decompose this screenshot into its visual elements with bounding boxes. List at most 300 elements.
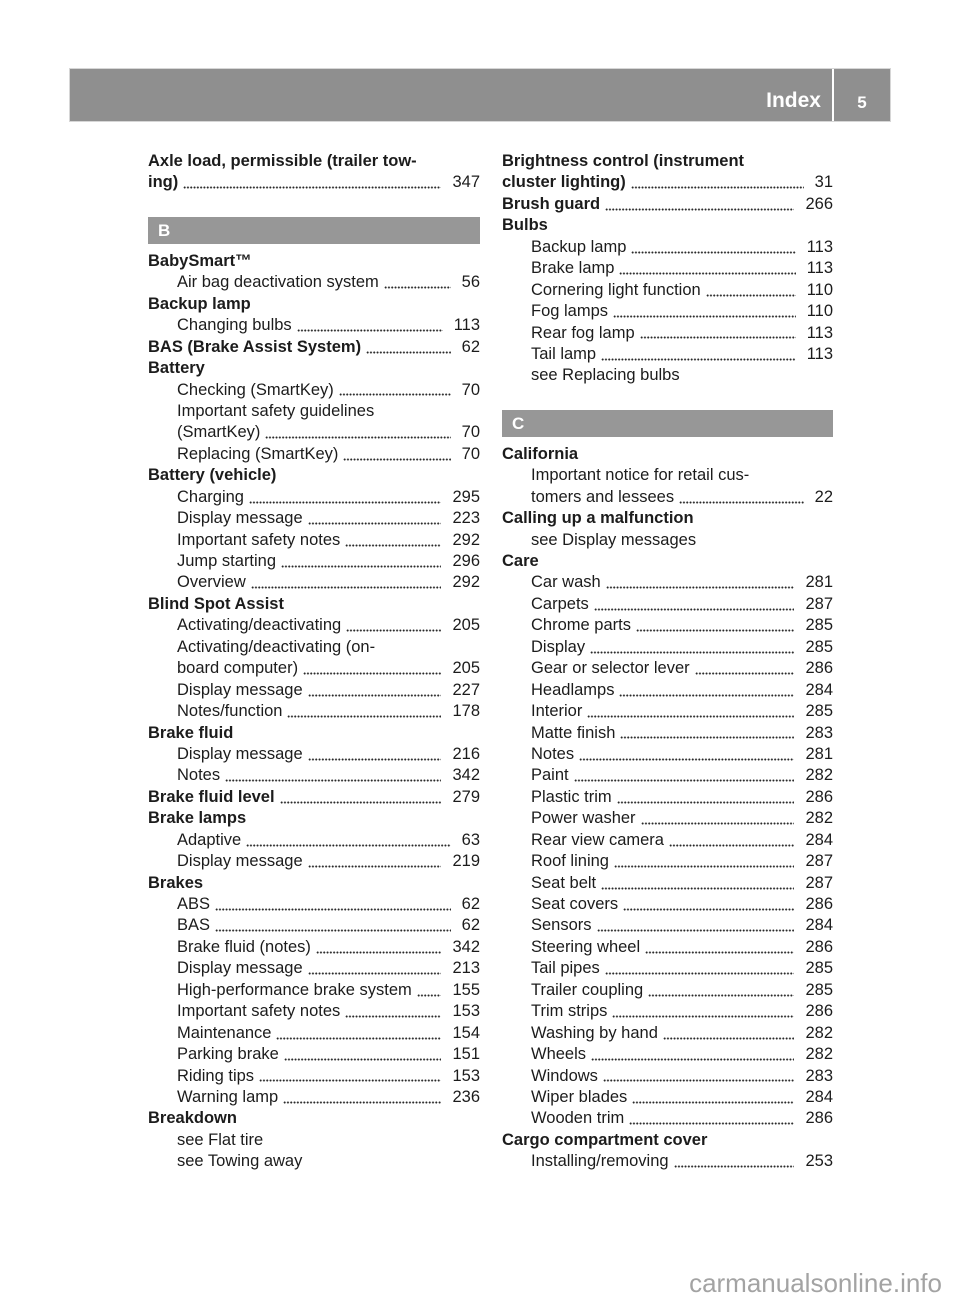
entry-line	[148, 380, 480, 401]
entry-text: Backup lamp	[531, 237, 627, 256]
page-number: 285	[805, 702, 833, 721]
page-header	[70, 69, 890, 121]
entry-line	[148, 272, 480, 293]
entry-text: Important safety guidelines	[177, 401, 375, 420]
entry-line	[502, 1001, 833, 1022]
index-subentry	[502, 1066, 833, 1087]
entry-text: Rear view camera	[531, 830, 664, 849]
index-entry	[502, 444, 833, 465]
entry-text: Display message	[177, 680, 303, 699]
index-subentry	[148, 851, 480, 872]
entry-text: see Flat tire	[177, 1130, 264, 1149]
entry-text: Brake fluid level	[148, 787, 275, 806]
entry-line	[148, 551, 480, 572]
entry-line	[502, 915, 833, 936]
page-number: 292	[452, 573, 480, 592]
entry-text: Cornering light function	[531, 280, 701, 299]
entry-line	[502, 958, 833, 979]
page-number: 62	[461, 895, 480, 913]
page-number: 283	[805, 1066, 833, 1085]
entry-text: Display message	[177, 852, 303, 871]
page-number: 285	[805, 616, 833, 635]
entry-text: Display message	[177, 959, 303, 978]
page-number: 287	[805, 873, 833, 892]
index-entry	[148, 1108, 480, 1129]
entry-text: Battery	[148, 359, 205, 378]
entry-line	[148, 315, 480, 336]
dot-leader	[613, 301, 796, 322]
page-number: 205	[452, 616, 480, 635]
page-number: 342	[452, 937, 480, 956]
index-entry	[148, 251, 480, 272]
entry-text: Fog lamps	[531, 302, 609, 321]
entry-text: Important notice for retail cus-	[531, 466, 750, 485]
entry-text: Care	[502, 552, 539, 570]
entry-line	[502, 280, 833, 301]
index-entry	[148, 808, 480, 829]
entry-text: Washing by hand	[531, 1023, 658, 1042]
dot-leader	[284, 1044, 442, 1065]
dot-leader	[183, 172, 441, 193]
entry-line	[502, 680, 833, 701]
page-number: 286	[805, 1002, 833, 1021]
index-entry	[502, 551, 833, 572]
entry-line	[502, 723, 833, 744]
entry-text: Plastic trim	[531, 787, 612, 806]
entry-text: High-performance brake system	[177, 980, 412, 999]
index-entry	[502, 508, 833, 529]
dot-leader	[215, 894, 451, 915]
dot-leader	[265, 422, 450, 443]
index-subentry	[148, 272, 480, 293]
entry-line	[502, 1151, 833, 1172]
entry-text: BabySmart™	[148, 251, 252, 270]
entry-text: ABS	[177, 895, 211, 913]
page-number: 284	[805, 1087, 833, 1106]
entry-text: Brake fluid	[148, 723, 234, 742]
entry-line	[148, 151, 480, 172]
page-number: 213	[452, 959, 480, 978]
page-number: 292	[452, 530, 480, 549]
entry-line	[502, 508, 833, 529]
entry-text: Tail lamp	[531, 344, 597, 363]
entry-text: Bulbs	[502, 216, 548, 235]
dot-leader	[345, 530, 441, 551]
page-number: 223	[452, 509, 480, 528]
entry-text: Trailer coupling	[531, 980, 644, 999]
page-number: 227	[452, 680, 480, 699]
entry-line	[502, 937, 833, 958]
page-number: 284	[805, 680, 833, 699]
entry-line	[502, 258, 833, 279]
index-subentry	[148, 1001, 480, 1022]
index-subentry	[502, 344, 833, 365]
dot-leader	[606, 572, 795, 593]
index-subentry	[502, 894, 833, 915]
index-subentry	[502, 237, 833, 258]
entry-text: Blind Spot Assist	[148, 594, 284, 613]
watermark: carmanualsonline.info	[689, 1268, 942, 1298]
entry-text: Notes	[177, 766, 221, 785]
entry-text: Brake fluid (notes)	[177, 937, 311, 956]
page-number: 70	[461, 423, 480, 442]
page-number: 70	[461, 380, 480, 399]
index-subentry	[148, 487, 480, 508]
page-number: 110	[806, 302, 833, 321]
entry-text: see Towing away	[177, 1152, 303, 1171]
dot-leader	[629, 1108, 794, 1129]
index-subentry	[502, 465, 833, 508]
entry-text: Backup lamp	[148, 294, 251, 313]
index-subentry	[148, 680, 480, 701]
entry-text: Axle load, permissible (trailer tow-	[148, 152, 417, 170]
page-number: 282	[805, 809, 833, 828]
dot-leader	[303, 658, 441, 679]
entry-text: ing)	[148, 173, 179, 192]
entry-text: BAS	[177, 916, 211, 935]
entry-text: Brake lamps	[148, 809, 247, 828]
section-header-b	[148, 217, 480, 244]
page-number: 253	[805, 1152, 833, 1171]
entry-text: BAS (Brake Assist System)	[148, 337, 362, 356]
dot-leader	[417, 980, 442, 1001]
entry-line	[502, 830, 833, 851]
index-entry	[148, 465, 480, 486]
page-number: 284	[805, 916, 833, 935]
entry-line	[148, 1066, 480, 1087]
dot-leader	[640, 323, 796, 344]
entry-line	[148, 765, 480, 786]
entry-line	[502, 658, 833, 679]
page-number: 286	[805, 1109, 833, 1128]
page-number: 286	[805, 659, 833, 678]
index-subentry	[502, 1023, 833, 1044]
page-number: 31	[814, 173, 833, 192]
entry-line	[502, 615, 833, 636]
page-number: 286	[805, 937, 833, 956]
dot-leader	[281, 551, 441, 572]
entry-text: Seat covers	[531, 895, 619, 913]
entry-line	[502, 787, 833, 808]
page-number: 284	[805, 830, 833, 849]
index-subentry	[502, 658, 833, 679]
index-subentry	[502, 787, 833, 808]
entry-line	[148, 401, 480, 422]
index-subentry	[148, 1023, 480, 1044]
entry-text: California	[502, 444, 579, 463]
dot-leader	[601, 873, 794, 894]
page-number: 63	[461, 830, 480, 849]
dot-leader	[215, 915, 451, 936]
index-entry	[502, 194, 833, 215]
page-number: 154	[452, 1023, 480, 1042]
entry-line	[148, 680, 480, 701]
index-subentry	[148, 765, 480, 786]
entry-line	[148, 744, 480, 765]
entry-text: Interior	[531, 702, 583, 721]
entry-line	[148, 958, 480, 979]
index-subentry	[502, 365, 833, 386]
entry-text: Seat belt	[531, 873, 597, 892]
entry-text: Calling up a malfunction	[502, 509, 694, 528]
entry-line	[148, 873, 480, 894]
entry-text: Warning lamp	[177, 1087, 279, 1106]
index-subentry	[502, 830, 833, 851]
page-number: 342	[452, 766, 480, 785]
index-subentry	[148, 937, 480, 958]
index-subentry	[148, 830, 480, 851]
entry-line	[148, 572, 480, 593]
dot-leader	[648, 980, 794, 1001]
entry-line	[502, 808, 833, 829]
entry-text: Notes	[531, 744, 575, 763]
dot-leader	[259, 1066, 441, 1087]
index-subentry	[502, 958, 833, 979]
entry-text: Jump starting	[177, 552, 277, 570]
entry-text: Installing/removing	[531, 1152, 669, 1171]
page-number: 56	[461, 273, 480, 292]
entry-text: Air bag deactivation system	[177, 273, 379, 292]
index-subentry	[148, 1087, 480, 1108]
entry-text: Matte finish	[531, 723, 616, 742]
entry-line	[502, 194, 833, 215]
index-subentry	[502, 1108, 833, 1129]
dot-leader	[636, 615, 795, 636]
entry-line	[148, 1087, 480, 1108]
entry-line	[148, 487, 480, 508]
entry-line	[148, 444, 480, 465]
index-subentry	[148, 315, 480, 336]
index-subentry	[502, 615, 833, 636]
entry-line	[502, 851, 833, 872]
index-subentry	[502, 323, 833, 344]
dot-leader	[591, 1044, 794, 1065]
dot-leader	[641, 808, 795, 829]
index-subentry	[148, 615, 480, 636]
dot-leader	[574, 765, 795, 786]
dot-leader	[308, 744, 442, 765]
dot-leader	[605, 194, 794, 215]
entry-text: Chrome parts	[531, 616, 631, 635]
index-entry	[148, 294, 480, 315]
dot-leader	[623, 894, 794, 915]
dot-leader	[343, 444, 450, 465]
index-entry	[148, 873, 480, 894]
entry-line	[148, 658, 480, 679]
index-entry	[502, 1130, 833, 1151]
dot-leader	[308, 851, 442, 872]
entry-text: see Display messages	[531, 530, 697, 549]
dot-leader	[297, 315, 443, 336]
index-subentry	[502, 258, 833, 279]
index-subentry	[148, 637, 480, 680]
entry-text: Brush guard	[502, 194, 601, 213]
entry-line	[148, 294, 480, 315]
entry-line	[148, 422, 480, 443]
entry-line	[502, 980, 833, 1001]
entry-line	[502, 1087, 833, 1108]
index-subentry	[502, 1001, 833, 1022]
entry-text: Adaptive	[177, 830, 242, 849]
entry-line	[148, 594, 480, 615]
page-number: 113	[806, 323, 833, 342]
entry-line	[148, 1108, 480, 1129]
index-subentry	[148, 894, 480, 915]
index-entry	[148, 358, 480, 379]
entry-line	[502, 301, 833, 322]
page-number: 155	[452, 980, 480, 999]
dot-leader	[287, 701, 441, 722]
index-subentry	[148, 915, 480, 936]
index-subentry	[502, 280, 833, 301]
entry-line	[148, 1130, 480, 1151]
entry-line	[148, 337, 480, 358]
entry-line	[148, 1001, 480, 1022]
entry-text: Display message	[177, 744, 303, 763]
page-number: 70	[461, 444, 480, 463]
index-subentry	[148, 744, 480, 765]
entry-line	[148, 701, 480, 722]
index-entry	[502, 215, 833, 236]
index-subentry	[502, 530, 833, 551]
page-number: 279	[452, 787, 480, 806]
entry-text: Carpets	[531, 594, 589, 613]
index-entry	[148, 787, 480, 808]
page-number: 281	[805, 573, 833, 592]
entry-text: board computer)	[177, 659, 299, 678]
page-number: 287	[805, 852, 833, 871]
entry-text: cluster lighting)	[502, 173, 626, 192]
dot-leader	[631, 172, 804, 193]
entry-line	[148, 508, 480, 529]
index-subentry	[148, 444, 480, 465]
index-subentry	[148, 551, 480, 572]
entry-line	[502, 594, 833, 615]
entry-text: Charging	[177, 487, 244, 506]
header-page-number: 5	[857, 93, 867, 112]
index-entry	[148, 337, 480, 358]
entry-line	[148, 465, 480, 486]
entry-line	[502, 344, 833, 365]
entry-text: Maintenance	[177, 1023, 272, 1042]
entry-line	[502, 572, 833, 593]
dot-leader	[246, 830, 450, 851]
dot-leader	[283, 1087, 441, 1108]
page-number: 287	[805, 594, 833, 613]
entry-text: Car wash	[531, 573, 601, 592]
index-subentry	[148, 701, 480, 722]
page-number: 285	[805, 980, 833, 999]
index-subentry	[502, 637, 833, 658]
page-number: 219	[452, 852, 480, 871]
dot-leader	[614, 851, 795, 872]
page-number: 153	[452, 1066, 480, 1085]
entry-text: Parking brake	[177, 1045, 279, 1064]
entry-line	[502, 637, 833, 658]
page-number: 282	[805, 766, 833, 785]
entry-line	[148, 637, 480, 658]
page-number: 22	[814, 487, 833, 506]
dot-leader	[280, 787, 442, 808]
page-number: 285	[805, 637, 833, 656]
entry-text: Wooden trim	[531, 1109, 625, 1128]
entry-line	[502, 151, 833, 172]
index-column-left	[148, 151, 480, 1173]
page-number: 282	[805, 1023, 833, 1042]
entry-line	[502, 551, 833, 572]
entry-line	[502, 1108, 833, 1129]
entry-line	[148, 915, 480, 936]
entry-line	[502, 323, 833, 344]
dot-leader	[663, 1023, 795, 1044]
entry-line	[502, 701, 833, 722]
entry-text: Display	[531, 637, 586, 656]
entry-line	[148, 937, 480, 958]
index-subentry	[502, 937, 833, 958]
dot-leader	[631, 237, 795, 258]
entry-line	[148, 172, 480, 193]
entry-text: Tail pipes	[531, 959, 600, 978]
entry-line	[502, 237, 833, 258]
entry-line	[148, 894, 480, 915]
page-number: 266	[805, 194, 833, 213]
page-number: 205	[452, 659, 480, 678]
dot-leader	[619, 680, 794, 701]
entry-line	[502, 894, 833, 915]
index-subentry	[502, 701, 833, 722]
entry-text: Replacing (SmartKey)	[177, 444, 339, 463]
page-number: 296	[452, 552, 480, 570]
index-subentry	[502, 572, 833, 593]
page-number: 281	[805, 744, 833, 763]
dot-leader	[366, 337, 451, 358]
entry-line	[148, 808, 480, 829]
page-number: 178	[452, 702, 480, 721]
entry-text: Headlamps	[531, 680, 615, 699]
dot-leader	[308, 958, 442, 979]
entry-text: Steering wheel	[531, 937, 641, 956]
entry-line	[148, 358, 480, 379]
index-subentry	[502, 915, 833, 936]
index-subentry	[148, 1130, 480, 1151]
page-number: 62	[461, 916, 480, 935]
dot-leader	[605, 958, 795, 979]
section-header-c	[502, 410, 833, 437]
entry-line	[148, 615, 480, 636]
entry-text: Wheels	[531, 1045, 587, 1064]
index-subentry	[502, 723, 833, 744]
dot-leader	[579, 744, 794, 765]
entry-text: Brake lamp	[531, 259, 615, 278]
entry-text: Cargo compartment cover	[502, 1130, 708, 1149]
index-subentry	[502, 680, 833, 701]
entry-line	[502, 873, 833, 894]
section-letter: C	[512, 413, 525, 433]
index-subentry	[502, 744, 833, 765]
entry-text: Breakdown	[148, 1109, 237, 1128]
page-number: 347	[452, 173, 480, 192]
page-number: 153	[452, 1002, 480, 1021]
entry-text: (SmartKey)	[177, 423, 261, 442]
entry-line	[502, 744, 833, 765]
entry-text: Rear fog lamp	[531, 323, 635, 342]
page-number: 236	[452, 1087, 480, 1106]
dot-leader	[251, 572, 442, 593]
entry-text: Activating/deactivating	[177, 616, 342, 635]
page-number: 113	[806, 344, 833, 363]
entry-line	[502, 465, 833, 486]
index-entry	[148, 723, 480, 744]
